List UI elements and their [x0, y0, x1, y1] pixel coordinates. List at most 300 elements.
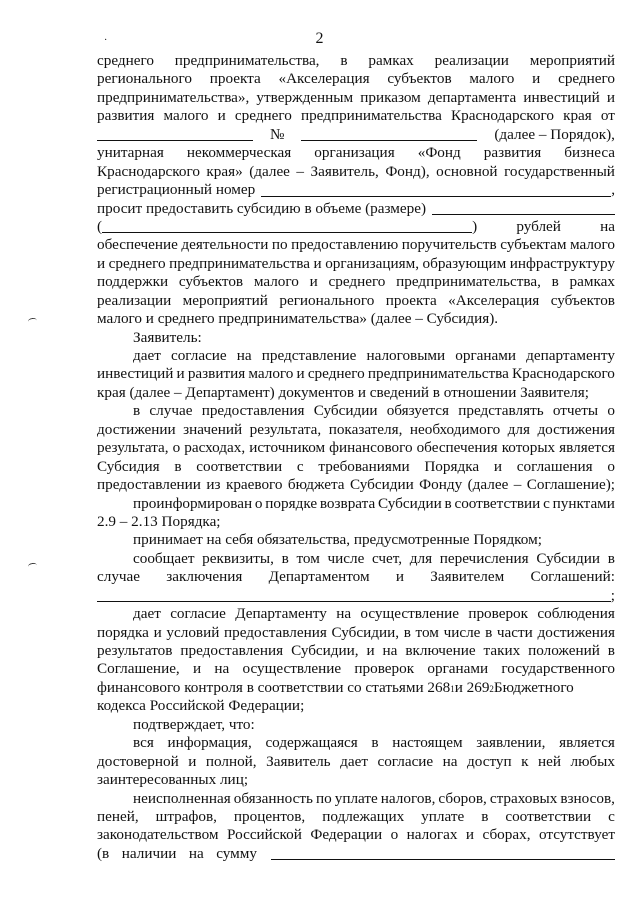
text-fragment: просит предоставить субсидию в объеме (размере)	[97, 199, 427, 217]
word: Субсидии	[377, 494, 442, 512]
word: дает	[340, 752, 368, 770]
word: процентов,	[233, 807, 306, 825]
word: значений	[183, 420, 243, 438]
word: на	[236, 347, 252, 364]
text-line	[97, 568, 615, 586]
word: реализации	[434, 52, 509, 69]
requisites-blank	[97, 589, 611, 602]
word: развития	[97, 107, 155, 125]
word: неисполненная	[133, 789, 231, 807]
word: сборах,	[482, 826, 531, 844]
word: включение	[405, 642, 476, 659]
word: порядка	[97, 623, 149, 641]
word: предпринимательства,	[174, 52, 320, 69]
text-line	[97, 660, 615, 678]
word: уплате	[421, 807, 465, 825]
word: в	[607, 642, 615, 659]
text-line	[97, 753, 615, 771]
word: доступ	[467, 752, 512, 770]
word: расходах,	[184, 439, 246, 457]
word: обеспечение	[97, 236, 178, 254]
word: (далее	[467, 476, 509, 494]
word: налогах	[406, 826, 458, 844]
word: Субсидии,	[331, 623, 400, 641]
word: порядке	[265, 494, 318, 512]
text-fragment: финансового контроля в соответствии со статьями 268	[97, 678, 451, 696]
text-line	[97, 476, 615, 494]
word: поручительств	[401, 236, 497, 254]
word: в	[174, 457, 182, 475]
word: Соглашение);	[526, 476, 615, 494]
word: образующим	[422, 254, 507, 272]
word: требованиями	[318, 457, 410, 475]
text-line	[97, 144, 615, 162]
word: Субсидии	[536, 549, 601, 567]
word: таких	[483, 642, 521, 659]
word: которых	[501, 439, 556, 457]
word: Заявителем	[430, 568, 505, 586]
text-line	[97, 439, 615, 457]
word: и	[153, 623, 162, 641]
text-line	[97, 236, 615, 254]
word: утвержденным	[256, 88, 354, 106]
word: в	[551, 273, 559, 291]
text-line	[97, 624, 615, 642]
word: в	[485, 623, 493, 641]
word: малого	[248, 365, 294, 383]
word: в	[371, 734, 379, 752]
word: Соглашений:	[530, 568, 615, 586]
text-line: Заявитель:	[133, 328, 202, 346]
word: отчеты	[552, 402, 599, 420]
word: Краснодарского	[451, 107, 554, 125]
word: согласие	[170, 605, 226, 623]
word: регионального	[279, 291, 375, 309]
word: является	[559, 734, 615, 752]
word: субъектов	[178, 273, 244, 291]
word: приказом	[360, 88, 421, 106]
text-line	[97, 292, 615, 310]
word: ней	[538, 752, 561, 770]
word: и	[606, 88, 615, 106]
word: инвестиций	[97, 365, 174, 383]
word: числе	[443, 623, 481, 641]
text-line-date-number-blanks	[97, 126, 615, 144]
amount-in-words-blank	[102, 220, 472, 233]
word: Российской	[227, 826, 302, 844]
word: и	[188, 752, 197, 770]
ogrn-blank	[261, 184, 611, 197]
word: предоставлении	[97, 476, 201, 494]
text-line	[97, 365, 615, 383]
word: финансового	[329, 439, 413, 457]
word: взносов,	[560, 789, 615, 807]
word: сумму	[216, 844, 257, 862]
text-line	[97, 273, 615, 291]
text-line	[97, 421, 615, 439]
text-line-requisites	[97, 587, 615, 605]
word: Порядка	[424, 457, 480, 475]
word: субъектов	[550, 291, 615, 309]
word: среднего	[97, 52, 154, 69]
word: Фонд),	[385, 162, 430, 180]
word: обеспечения	[416, 439, 498, 457]
word: «Акселерация	[278, 70, 370, 88]
text-fragment: и 269	[454, 678, 490, 696]
word: согласие	[170, 347, 227, 364]
word: предоставления	[224, 623, 327, 641]
word: и	[532, 70, 541, 88]
word: развития	[187, 365, 246, 383]
word: и	[176, 365, 185, 383]
word: сообщает	[133, 549, 195, 567]
text-line	[97, 52, 615, 70]
word: краевого	[225, 476, 283, 494]
text-line: подтверждает, что:	[133, 715, 255, 733]
number-sign: №	[269, 125, 285, 143]
word: случае	[149, 402, 193, 420]
word: и	[97, 254, 106, 272]
word: государственного	[501, 660, 615, 678]
word: среднего	[234, 107, 292, 125]
word: любых	[570, 752, 615, 770]
text-line: края (далее – Департамент) документов и сведений в отношении Заявителя;	[97, 383, 589, 401]
word: осуществление	[242, 660, 342, 678]
text-fragment: )	[472, 217, 478, 235]
word: том	[296, 549, 320, 567]
word: соответствии	[505, 807, 592, 825]
word: (в	[97, 844, 110, 862]
text-fragment: Бюджетного	[493, 678, 574, 696]
word: –	[296, 162, 305, 180]
word: рамках	[368, 52, 414, 69]
word: заключения	[166, 568, 243, 586]
word: на	[336, 605, 352, 623]
document-body	[97, 52, 615, 863]
word: и	[366, 642, 375, 659]
text-fragment: ,	[611, 181, 615, 199]
word: предпринимательства	[300, 107, 442, 125]
text-line-subsidy-amount	[97, 200, 615, 218]
word: результата,	[97, 439, 169, 457]
word: подлежащих	[322, 807, 405, 825]
word: Субсидии	[349, 476, 414, 494]
text-fragment: (далее – Порядок),	[494, 125, 615, 143]
word: по	[271, 236, 288, 254]
word: государственный	[504, 162, 615, 180]
word: среднего	[558, 70, 615, 88]
word: в	[607, 549, 615, 567]
word: полной,	[205, 752, 257, 770]
word: дает	[133, 605, 161, 623]
word: деятельности	[181, 236, 269, 254]
word: наличии	[121, 844, 177, 862]
word: регионального	[97, 70, 192, 88]
text-line-ogrn	[97, 181, 615, 199]
word: организациям,	[325, 254, 419, 272]
word: организация	[314, 144, 395, 162]
word: края»	[206, 162, 243, 180]
text-line	[97, 89, 615, 107]
word: мероприятий	[529, 52, 615, 69]
word: реквизиты,	[202, 549, 274, 567]
text-fragment: рублей	[516, 217, 561, 235]
word: результатов	[97, 642, 173, 659]
text-line	[97, 107, 615, 125]
text-line: заинтересованных лиц;	[97, 771, 249, 789]
word: настоящем	[392, 734, 463, 752]
word: о	[172, 439, 181, 457]
word: необходимого	[409, 420, 501, 438]
word: случае	[97, 568, 141, 586]
word: и	[493, 457, 503, 475]
word: том	[415, 623, 439, 641]
word: показателя,	[328, 420, 403, 438]
arrears-amount-blank	[271, 847, 615, 860]
word: и	[296, 365, 305, 383]
word: налоговыми	[366, 347, 446, 364]
hole-punch-mark	[28, 562, 38, 569]
word: предпринимательства	[367, 365, 509, 383]
word: источником	[249, 439, 326, 457]
word: малого	[569, 236, 615, 254]
word: –	[513, 476, 522, 494]
word: основной	[436, 162, 498, 180]
text-line: малого и среднего предпринимательства» (далее – Субсидия).	[97, 310, 499, 328]
word: счет,	[371, 549, 403, 567]
word: с	[296, 457, 304, 475]
word: штрафов,	[155, 807, 217, 825]
text-line	[97, 826, 615, 844]
word: положений	[528, 642, 600, 659]
text-fragment: регистрационный номер	[97, 181, 256, 199]
word: Департаменту	[235, 605, 327, 623]
word: проверок	[354, 660, 415, 678]
subsidy-amount-blank	[432, 202, 615, 215]
word: бизнеса	[564, 144, 615, 162]
word: возврата	[319, 494, 376, 512]
word: бюджета	[287, 476, 345, 494]
word: пеней,	[97, 807, 139, 825]
word: является	[559, 439, 615, 457]
text-line-budget-code: финансового контроля в соответствии со статьями 268 1 и 269 2 Бюджетного	[97, 678, 574, 696]
word: страховых	[489, 789, 558, 807]
word: Департаментом	[268, 568, 370, 586]
word: законодательством	[97, 826, 219, 844]
text-line	[97, 70, 615, 88]
word: вся	[133, 734, 154, 752]
word: «Акселерация	[448, 291, 540, 309]
word: с	[543, 494, 550, 512]
word: Субсидии,	[291, 642, 359, 659]
word: предоставлению	[291, 236, 399, 254]
word: соглашения	[516, 457, 593, 475]
word: рамках	[569, 273, 615, 291]
word: соответствии	[196, 457, 283, 475]
word: числе	[327, 549, 365, 567]
word: отсутствует	[539, 826, 615, 844]
word: предоставления	[180, 642, 284, 659]
word: департаменту	[526, 347, 615, 364]
word: проверок	[468, 605, 529, 623]
word: согласие	[377, 752, 434, 770]
word: для	[507, 420, 530, 438]
word: соблюдения	[537, 605, 615, 623]
word: в	[281, 549, 289, 567]
word: в	[444, 494, 452, 512]
word: и	[309, 273, 318, 291]
word: соответствии	[454, 494, 541, 512]
word: перечисления	[439, 549, 529, 567]
word: на	[188, 844, 204, 862]
word: некоммерческая	[186, 144, 292, 162]
text-line	[97, 734, 615, 752]
word: о	[254, 494, 263, 512]
order-number-blank	[301, 128, 477, 141]
word: инфраструктуру	[509, 254, 615, 272]
word: представление	[261, 347, 357, 364]
word: достижения	[537, 623, 615, 641]
page-number: 2	[315, 30, 324, 47]
word: Краснодарского	[97, 162, 200, 180]
word: малого	[253, 273, 299, 291]
word: осуществление	[360, 605, 459, 623]
word: о	[390, 826, 399, 844]
word: среднего	[108, 254, 166, 272]
word: субъектов	[387, 70, 452, 88]
word: обязанность	[233, 789, 313, 807]
word: среднего	[328, 273, 386, 291]
word: органами	[455, 347, 517, 364]
word: малого	[469, 70, 515, 88]
word: содержащаяся	[265, 734, 358, 752]
word: мероприятий	[182, 291, 268, 309]
word: заявлении,	[476, 734, 546, 752]
word: информация,	[167, 734, 252, 752]
word: Краснодарского	[511, 365, 615, 383]
text-line	[97, 458, 615, 476]
text-line	[97, 808, 615, 826]
word: проекта	[209, 70, 261, 88]
word: Заявитель,	[310, 162, 379, 180]
word: в	[481, 807, 489, 825]
word: проекта	[385, 291, 437, 309]
word: предпринимательства,	[396, 273, 541, 291]
word: на	[214, 660, 230, 678]
word: и	[465, 826, 475, 844]
word: достижении	[97, 420, 176, 438]
word: Заявитель	[266, 752, 331, 770]
word: о	[607, 457, 615, 475]
word: Субсидия	[97, 457, 160, 475]
text-line	[97, 255, 615, 273]
text-line	[97, 642, 615, 660]
word: инвестиций	[523, 88, 600, 106]
word: предоставления	[201, 402, 305, 420]
word: Федерации	[310, 826, 383, 844]
text-line	[97, 163, 615, 181]
word: поддержки	[97, 273, 169, 291]
text-line	[97, 605, 615, 623]
word: проинформирован	[133, 494, 253, 512]
word: (далее	[249, 162, 290, 180]
hole-punch-mark	[28, 317, 38, 324]
word: в	[133, 402, 141, 420]
word: достижения	[537, 420, 615, 438]
word: департамента	[427, 88, 517, 106]
word: унитарная	[97, 144, 164, 162]
word: в	[403, 623, 411, 641]
word: из	[206, 476, 221, 494]
word: малого	[163, 107, 209, 125]
text-line	[97, 790, 615, 808]
word: Соглашение,	[97, 660, 180, 678]
word: на	[382, 642, 398, 659]
word: обязуется	[386, 402, 449, 420]
text-line: принимает на себя обязательства, предусмотренные Порядком;	[133, 531, 542, 549]
text-line: кодекса Российской Федерации;	[97, 697, 305, 715]
word: и	[217, 107, 226, 125]
word: для	[409, 549, 433, 567]
word: на	[442, 752, 458, 770]
word: и	[193, 660, 202, 678]
text-line	[97, 402, 615, 420]
word: в	[340, 52, 348, 69]
word: представлять	[458, 402, 544, 420]
word: о	[607, 402, 615, 420]
word: среднего	[307, 365, 365, 383]
word: с	[608, 807, 615, 825]
word: результата,	[249, 420, 322, 438]
word: по	[315, 789, 332, 807]
text-fragment: на	[600, 217, 615, 235]
text-line	[97, 495, 615, 513]
word: предпринимательства	[169, 254, 311, 272]
text-line-amount-in-words	[97, 218, 615, 236]
word: уплате	[334, 789, 378, 807]
text-fragment: ;	[610, 586, 615, 604]
word: сборов,	[438, 789, 487, 807]
word: и	[313, 254, 322, 272]
word: дает	[133, 347, 161, 364]
word: к	[521, 752, 529, 770]
text-line	[97, 550, 615, 568]
word: части	[496, 623, 533, 641]
order-date-blank	[97, 128, 253, 141]
word: условий	[166, 623, 220, 641]
word: предпринимательства»,	[97, 88, 250, 106]
arrears-text	[97, 845, 257, 863]
text-line: 2.9 – 2.13 Порядка;	[97, 512, 221, 530]
text-fragment: (	[97, 217, 103, 235]
word: органами	[427, 660, 489, 678]
word: от	[600, 107, 615, 125]
word: пунктами	[552, 494, 615, 512]
word: субъектам	[500, 236, 567, 254]
word: реализации	[97, 291, 172, 309]
word: достоверной	[97, 752, 179, 770]
scan-mark: ·	[104, 35, 108, 46]
text-line-arrears	[97, 845, 615, 863]
word: развития	[483, 144, 542, 162]
word: налогов,	[380, 789, 436, 807]
word: Субсидии	[313, 402, 378, 420]
word: Фонду	[419, 476, 463, 494]
word: края	[563, 107, 592, 125]
word: и	[395, 568, 404, 586]
text-line	[97, 347, 615, 365]
word: «Фонд	[417, 144, 461, 162]
